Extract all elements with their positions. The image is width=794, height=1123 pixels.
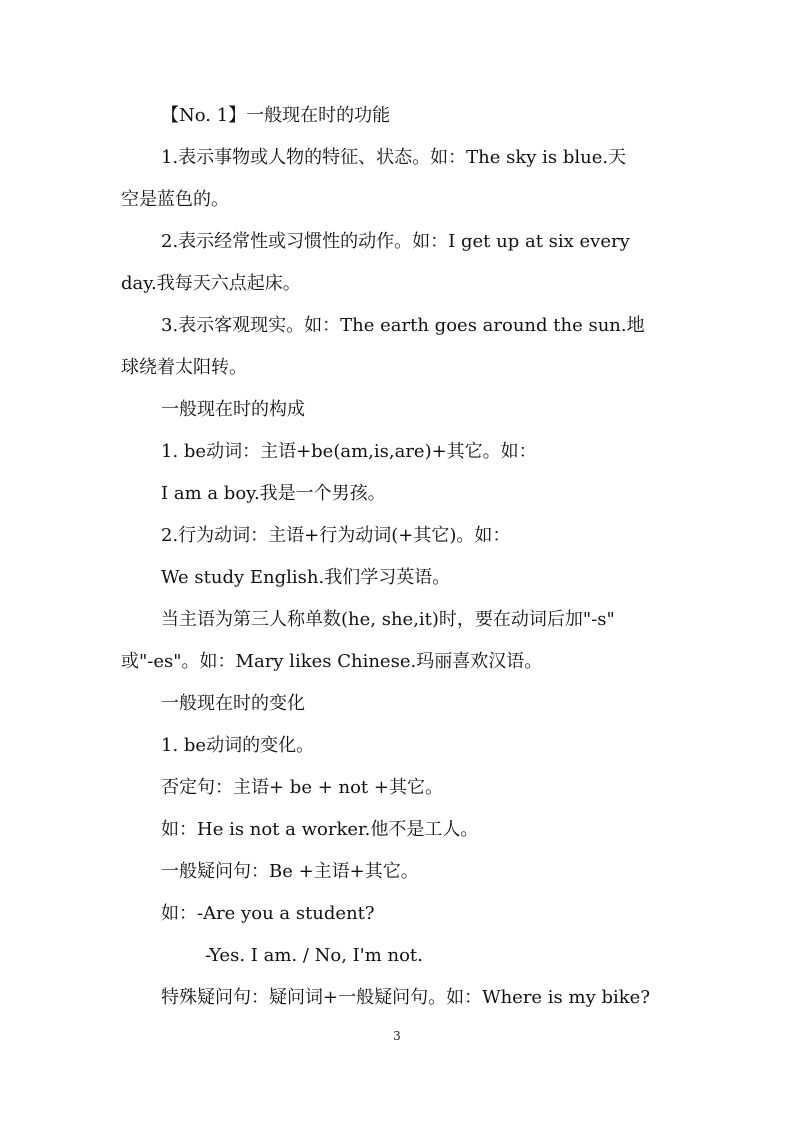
paragraph-line: 2.表示经常性或习惯性的动作。如：I get up at six every <box>161 231 630 252</box>
paragraph-line: 3.表示客观现实。如：The earth goes around the sun.地 <box>161 315 645 336</box>
paragraph-line: 1. be动词的变化。 <box>161 735 315 756</box>
example-answer-line: -Yes. I am. / No, I'm not. <box>205 945 423 966</box>
paragraph-line: 空是蓝色的。 <box>121 189 229 210</box>
paragraph-line: 1. be动词：主语+be(am,is,are)+其它。如： <box>161 441 537 462</box>
section-heading-change: 一般现在时的变化 <box>161 693 305 714</box>
section-heading-structure: 一般现在时的构成 <box>161 399 305 420</box>
example-line: 如：-Are you a student? <box>161 903 375 924</box>
page-number: 3 <box>393 1029 401 1043</box>
paragraph-line: 否定句：主语+ be + not +其它。 <box>161 777 443 798</box>
paragraph-line: 一般疑问句：Be +主语+其它。 <box>161 861 419 882</box>
example-line: We study English.我们学习英语。 <box>161 567 451 588</box>
paragraph-line: 特殊疑问句：疑问词+一般疑问句。如：Where is my bike? <box>161 987 650 1008</box>
example-line: I am a boy.我是一个男孩。 <box>161 483 386 504</box>
paragraph-line: 2.行为动词：主语+行为动词(+其它)。如： <box>161 525 511 546</box>
paragraph-line: 或"-es"。如：Mary likes Chinese.玛丽喜欢汉语。 <box>121 651 543 672</box>
paragraph-line: 当主语为第三人称单数(he, she,it)时，要在动词后加"-s" <box>161 609 615 630</box>
example-line: 如：He is not a worker.他不是工人。 <box>161 819 479 840</box>
paragraph-line: 1.表示事物或人物的特征、状态。如：The sky is blue.天 <box>161 147 627 168</box>
section-heading-function: 【No. 1】一般现在时的功能 <box>161 105 391 126</box>
paragraph-line: day.我每天六点起床。 <box>121 273 301 294</box>
paragraph-line: 球绕着太阳转。 <box>121 357 247 378</box>
